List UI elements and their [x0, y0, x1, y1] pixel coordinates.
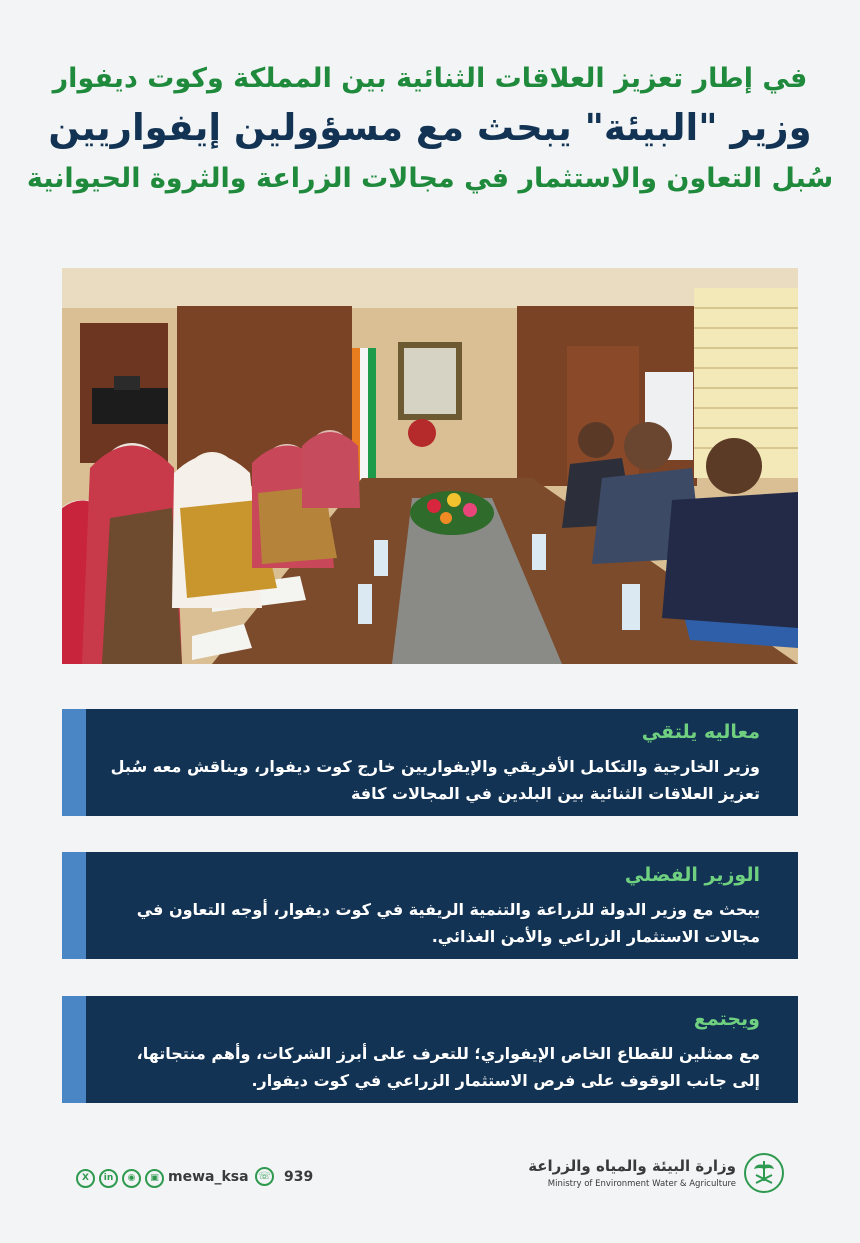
info-card-1: [62, 709, 798, 816]
social-handle: mewa_ksa: [168, 1169, 249, 1185]
card-accent-stripe: [62, 852, 86, 959]
card-body: مع ممثلين للقطاع الخاص الإيفواري؛ للتعرف على أبرز الشركات، وأهم منتجاتها، إلى جانب الوقوف على فرص الاستثمار الزراعي في كوت ديفوار.: [136, 1044, 760, 1090]
ministry-name-english: Ministry of Environment Water & Agriculture: [547, 1179, 736, 1189]
social-links: [76, 1169, 164, 1188]
phone-number: 939: [284, 1169, 314, 1185]
linkedin-icon[interactable]: in: [99, 1169, 118, 1188]
footer: [0, 1145, 860, 1205]
card-title: الوزير الفضلي: [624, 864, 760, 886]
headline-sub: سُبل التعاون والاستثمار في مجالات الزراعة والثروة الحيوانية: [26, 162, 834, 194]
card-title: ويجتمع: [693, 1008, 760, 1030]
ministry-name-arabic: وزارة البيئة والمياه والزراعة: [528, 1157, 736, 1175]
headline-context: في إطار تعزيز العلاقات الثنائية بين المملكة وكوت ديفوار: [52, 63, 808, 94]
headline-main: وزير "البيئة" يبحث مع مسؤولين إيفواريين: [48, 105, 812, 149]
info-card-2: [62, 852, 798, 959]
card-body: وزير الخارجية والتكامل الأفريقي والإيفواريين خارج كوت ديفوار، ويناقش معه سُبل تعزيز العلاقات الثنائية بين البلدين في المجالات كافة: [110, 757, 760, 803]
phone-icon: ☏: [255, 1167, 274, 1186]
card-body: يبحث مع وزير الدولة للزراعة والتنمية الريفية في كوت ديفوار، أوجه التعاون في مجالات الاستثمار الزراعي والأمن الغذائي.: [136, 900, 760, 946]
snapchat-icon[interactable]: ◉: [122, 1169, 141, 1188]
card-accent-stripe: [62, 996, 86, 1103]
header: [0, 62, 860, 196]
card-accent-stripe: [62, 709, 86, 816]
ministry-emblem-icon: [744, 1153, 784, 1193]
meeting-photo: [62, 268, 798, 664]
instagram-icon[interactable]: ▣: [145, 1169, 164, 1188]
info-card-3: [62, 996, 798, 1103]
x-icon[interactable]: X: [76, 1169, 95, 1188]
card-title: معاليه يلتقي: [641, 721, 760, 743]
